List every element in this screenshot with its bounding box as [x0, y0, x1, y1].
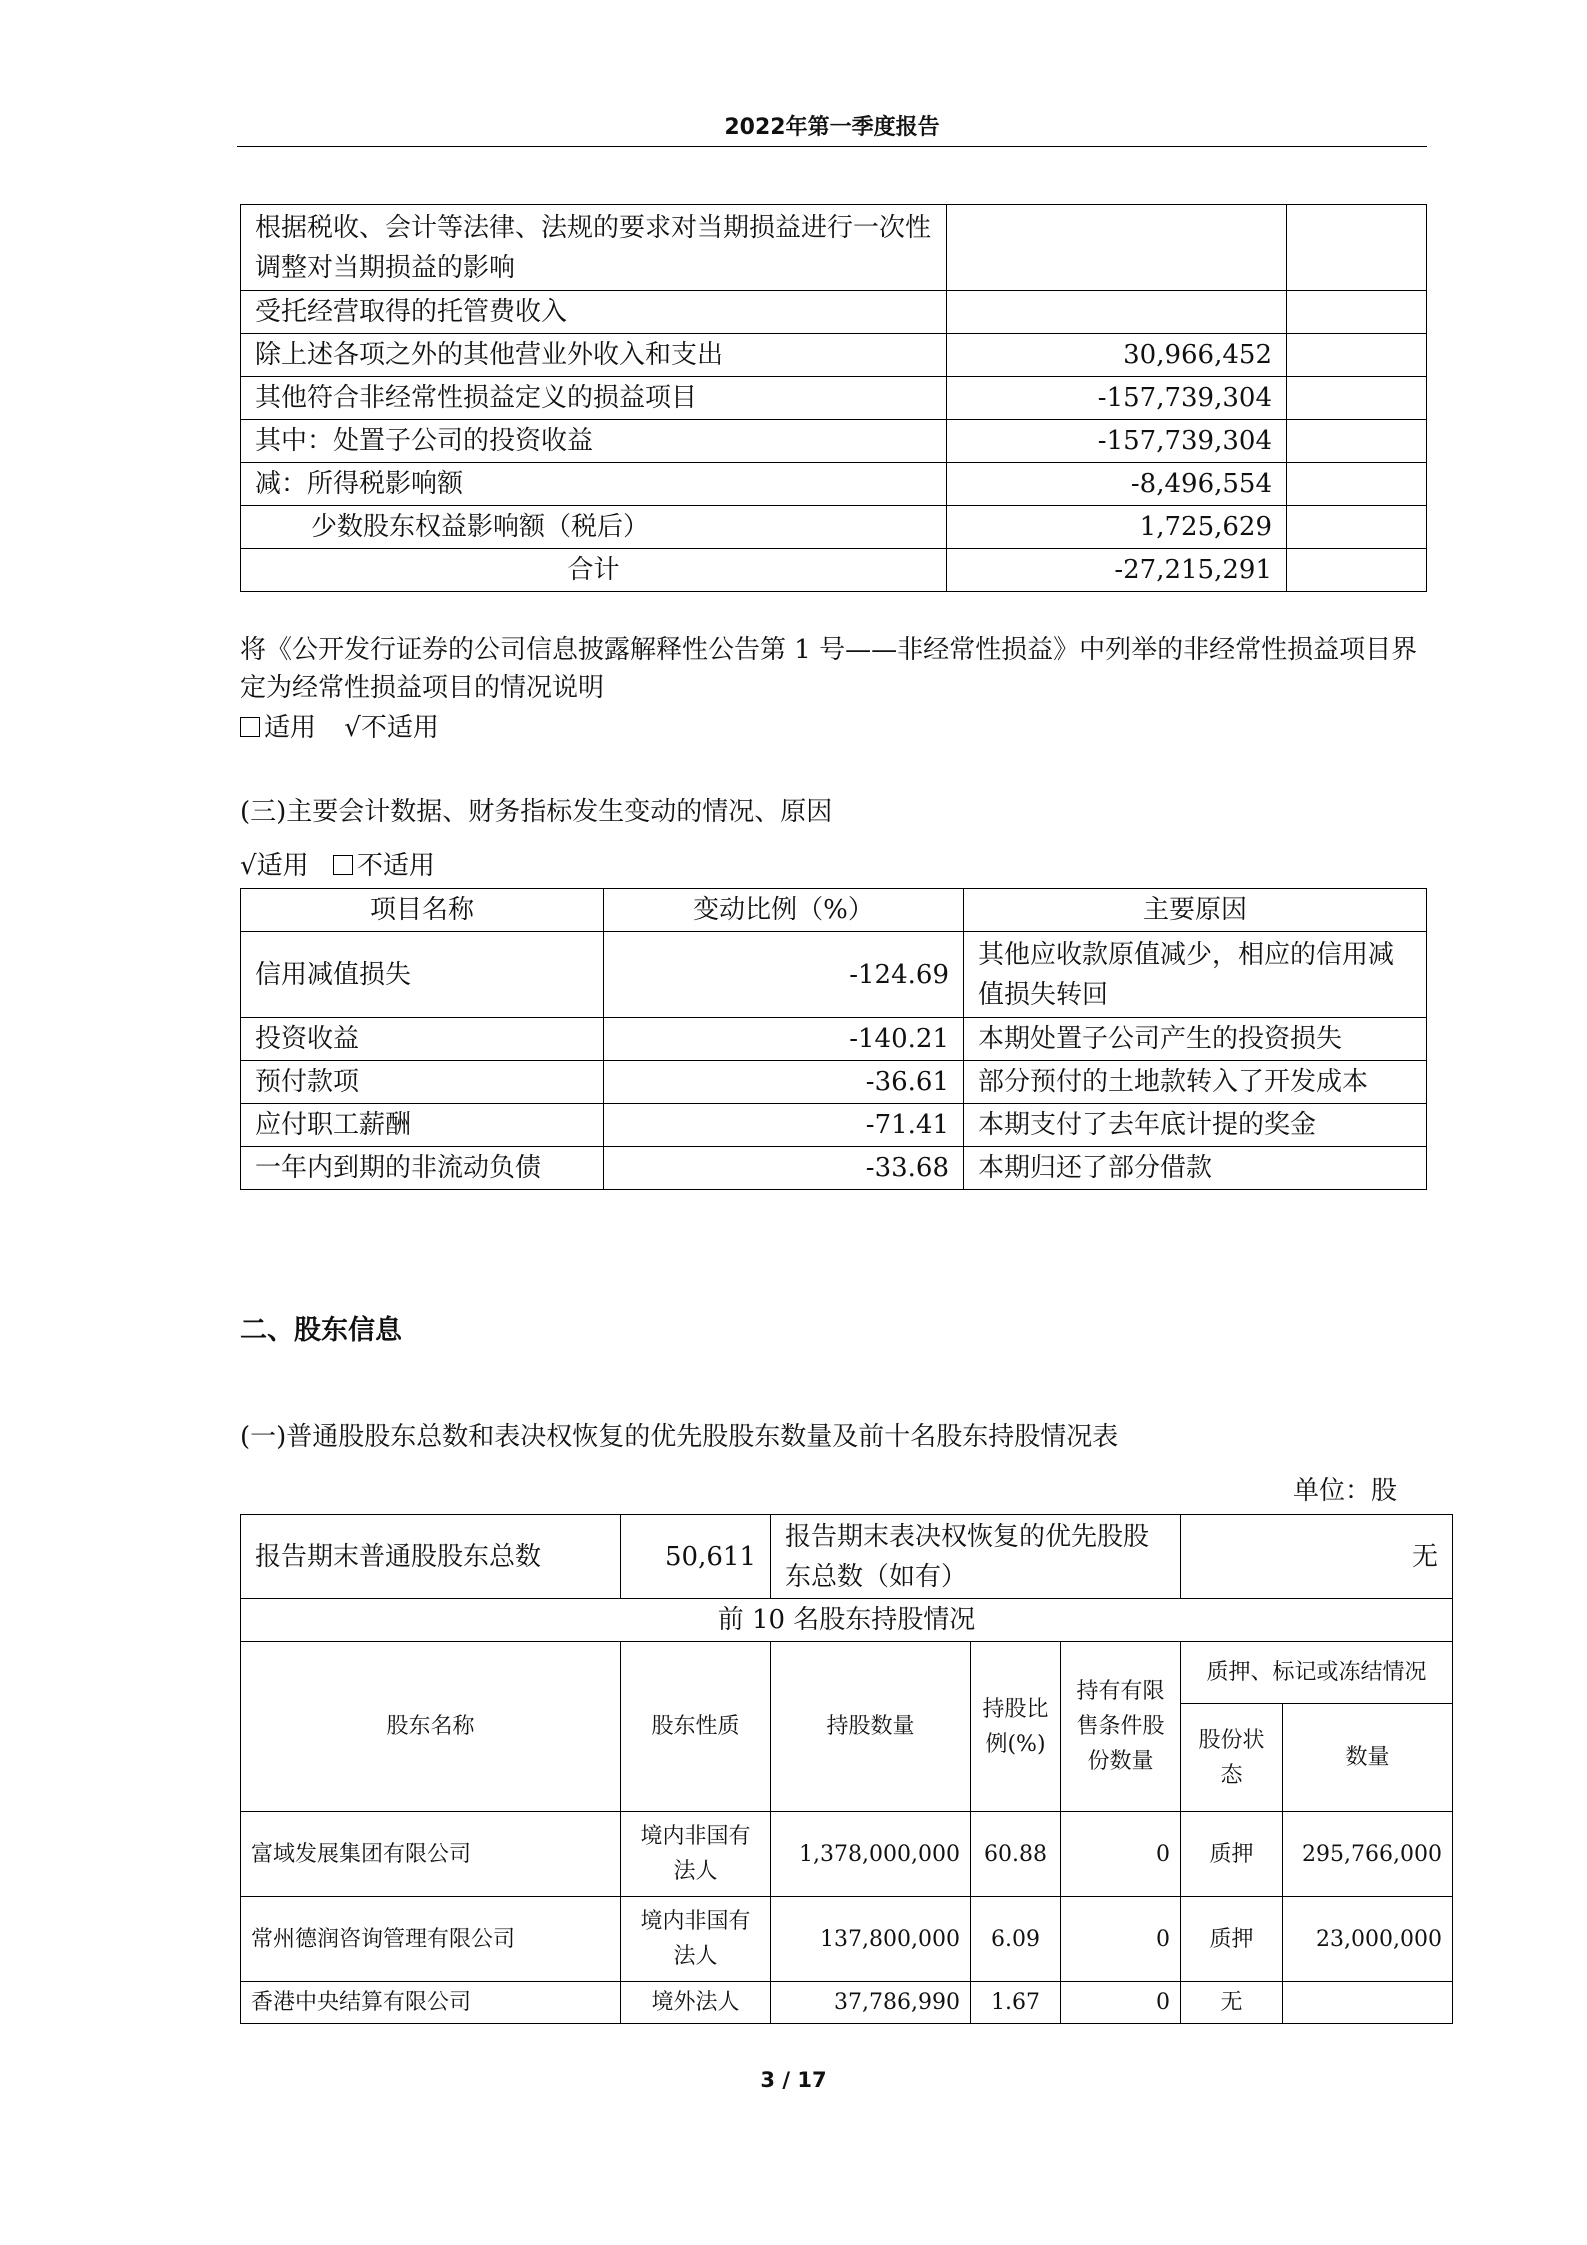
- changes-section-title: (三)主要会计数据、财务指标发生变动的情况、原因: [240, 797, 833, 827]
- reason-cell: 其他应收款原值减少，相应的信用减值损失转回: [964, 932, 1427, 1018]
- shareholder-restricted: 0: [1061, 1982, 1181, 2024]
- amount-cell: [947, 291, 1287, 334]
- explanation-applicability: [240, 709, 439, 747]
- item-cell: 一年内到期的非流动负债: [241, 1147, 604, 1190]
- top10-title-row: [241, 1599, 1453, 1642]
- table-row: [241, 377, 1427, 420]
- shareholder-status: 质押: [1181, 1897, 1283, 1982]
- shareholder-restricted: 0: [1061, 1897, 1181, 1982]
- table-row: [241, 1812, 1453, 1897]
- total-shareholders-label: 报告期末普通股股东总数: [241, 1515, 621, 1599]
- note-cell: [1287, 334, 1427, 377]
- note-cell: [1287, 205, 1427, 291]
- shareholder-quantity: 23,000,000: [1283, 1897, 1453, 1982]
- shareholders-table: [240, 1514, 1453, 2024]
- table-row: [241, 932, 1427, 1018]
- total-shareholders-value: 50,611: [621, 1515, 771, 1599]
- nonrecurring-items-table: [240, 204, 1427, 592]
- shareholder-ratio: 60.88: [971, 1812, 1061, 1897]
- shareholder-name: 富域发展集团有限公司: [241, 1812, 621, 1897]
- item-cell: 受托经营取得的托管费收入: [241, 291, 947, 334]
- reason-cell: 本期支付了去年底计提的奖金: [964, 1104, 1427, 1147]
- note-cell: [1287, 420, 1427, 463]
- summary-row: [241, 1515, 1453, 1599]
- reason-cell: 本期归还了部分借款: [964, 1147, 1427, 1190]
- shareholder-nature: 境内非国有法人: [621, 1812, 771, 1897]
- shareholder-name: 香港中央结算有限公司: [241, 1982, 621, 2024]
- header-status: 股份状态: [1181, 1704, 1283, 1812]
- item-cell: 应付职工薪酬: [241, 1104, 604, 1147]
- item-cell: 投资收益: [241, 1018, 604, 1061]
- item-cell: 少数股东权益影响额（税后）: [241, 506, 947, 549]
- table-row: [241, 205, 1427, 291]
- table-row: [241, 291, 1427, 334]
- table-row: [241, 1018, 1427, 1061]
- report-header-title: 2022年第一季度报告: [724, 115, 940, 140]
- shareholder-nature: 境外法人: [621, 1982, 771, 2024]
- header-ratio: 变动比例（%）: [604, 889, 964, 932]
- shareholder-ratio: 6.09: [971, 1897, 1061, 1982]
- ratio-cell: -71.41: [604, 1104, 964, 1147]
- ratio-cell: -140.21: [604, 1018, 964, 1061]
- total-label-cell: 合计: [241, 549, 947, 592]
- header-pledge: 质押、标记或冻结情况: [1181, 1642, 1453, 1704]
- top10-title: 前 10 名股东持股情况: [241, 1599, 1453, 1642]
- total-amount-cell: -27,215,291: [947, 549, 1287, 592]
- item-cell: 除上述各项之外的其他营业外收入和支出: [241, 334, 947, 377]
- table-row: [241, 506, 1427, 549]
- table-row: [241, 1104, 1427, 1147]
- changes-applicability: [240, 847, 435, 885]
- explanation-paragraph: 将《公开发行证券的公司信息披露解释性公告第 1 号——非经常性损益》中列举的非经常性损益项目界定为经常性损益项目的情况说明: [240, 635, 1418, 703]
- item-cell: 其中：处置子公司的投资收益: [241, 420, 947, 463]
- item-cell: 根据税收、会计等法律、法规的要求对当期损益进行一次性调整对当期损益的影响: [241, 205, 947, 291]
- table-row: [241, 1061, 1427, 1104]
- shareholder-quantity: [1283, 1982, 1453, 2024]
- applicable-option: 适用: [264, 713, 317, 743]
- page-number: 3 / 17: [760, 2068, 827, 2092]
- shareholder-status: 质押: [1181, 1812, 1283, 1897]
- header-ratio: 持股比例(%): [971, 1642, 1061, 1812]
- note-cell: [1287, 291, 1427, 334]
- unchecked-box-icon: [333, 855, 353, 875]
- header-restricted: 持有有限售条件股份数量: [1061, 1642, 1181, 1812]
- amount-cell: [947, 205, 1287, 291]
- changes-table: [240, 888, 1427, 1190]
- item-cell: 减：所得税影响额: [241, 463, 947, 506]
- applicable-option: 适用: [256, 851, 309, 881]
- shareholder-shares: 37,786,990: [771, 1982, 971, 2024]
- table-row: [241, 420, 1427, 463]
- note-cell: [1287, 377, 1427, 420]
- header-name: 股东名称: [241, 1642, 621, 1812]
- amount-cell: -157,739,304: [947, 377, 1287, 420]
- header-quantity: 数量: [1283, 1704, 1453, 1812]
- header-shares: 持股数量: [771, 1642, 971, 1812]
- header-nature: 股东性质: [621, 1642, 771, 1812]
- preferred-shareholders-label: 报告期末表决权恢复的优先股股东总数（如有）: [771, 1515, 1181, 1599]
- header-item: 项目名称: [241, 889, 604, 932]
- header-reason: 主要原因: [964, 889, 1427, 932]
- shareholder-ratio: 1.67: [971, 1982, 1061, 2024]
- table-header-row: [241, 889, 1427, 932]
- note-cell: [1287, 463, 1427, 506]
- check-mark: √: [240, 851, 257, 881]
- unchecked-box-icon: [240, 717, 260, 737]
- table-header-row: [241, 1642, 1453, 1704]
- reason-cell: 部分预付的土地款转入了开发成本: [964, 1061, 1427, 1104]
- shareholders-subtitle: (一)普通股股东总数和表决权恢复的优先股股东数量及前十名股东持股情况表: [240, 1422, 1119, 1452]
- amount-cell: -8,496,554: [947, 463, 1287, 506]
- amount-cell: 1,725,629: [947, 506, 1287, 549]
- item-cell: 预付款项: [241, 1061, 604, 1104]
- item-cell: 其他符合非经常性损益定义的损益项目: [241, 377, 947, 420]
- reason-cell: 本期处置子公司产生的投资损失: [964, 1018, 1427, 1061]
- table-row: [241, 334, 1427, 377]
- shareholder-status: 无: [1181, 1982, 1283, 2024]
- not-applicable-option: 不适用: [356, 851, 435, 881]
- ratio-cell: -124.69: [604, 932, 964, 1018]
- amount-cell: -157,739,304: [947, 420, 1287, 463]
- not-applicable-option: 不适用: [360, 713, 439, 743]
- table-row: [241, 463, 1427, 506]
- table-row: [241, 1897, 1453, 1982]
- shareholders-heading: 二、股东信息: [240, 1315, 402, 1346]
- table-row: [241, 1147, 1427, 1190]
- note-cell: [1287, 549, 1427, 592]
- shareholder-shares: 1,378,000,000: [771, 1812, 971, 1897]
- shareholder-nature: 境内非国有法人: [621, 1897, 771, 1982]
- amount-cell: 30,966,452: [947, 334, 1287, 377]
- shareholder-shares: 137,800,000: [771, 1897, 971, 1982]
- note-cell: [1287, 506, 1427, 549]
- check-mark: √: [344, 713, 361, 743]
- preferred-shareholders-value: 无: [1181, 1515, 1453, 1599]
- shareholder-restricted: 0: [1061, 1812, 1181, 1897]
- table-row: [241, 1982, 1453, 2024]
- shareholder-quantity: 295,766,000: [1283, 1812, 1453, 1897]
- table-row: [241, 549, 1427, 592]
- item-cell: 信用减值损失: [241, 932, 604, 1018]
- ratio-cell: -36.61: [604, 1061, 964, 1104]
- header-divider: [237, 146, 1427, 147]
- shareholder-name: 常州德润咨询管理有限公司: [241, 1897, 621, 1982]
- unit-label: 单位：股: [1292, 1476, 1397, 1506]
- ratio-cell: -33.68: [604, 1147, 964, 1190]
